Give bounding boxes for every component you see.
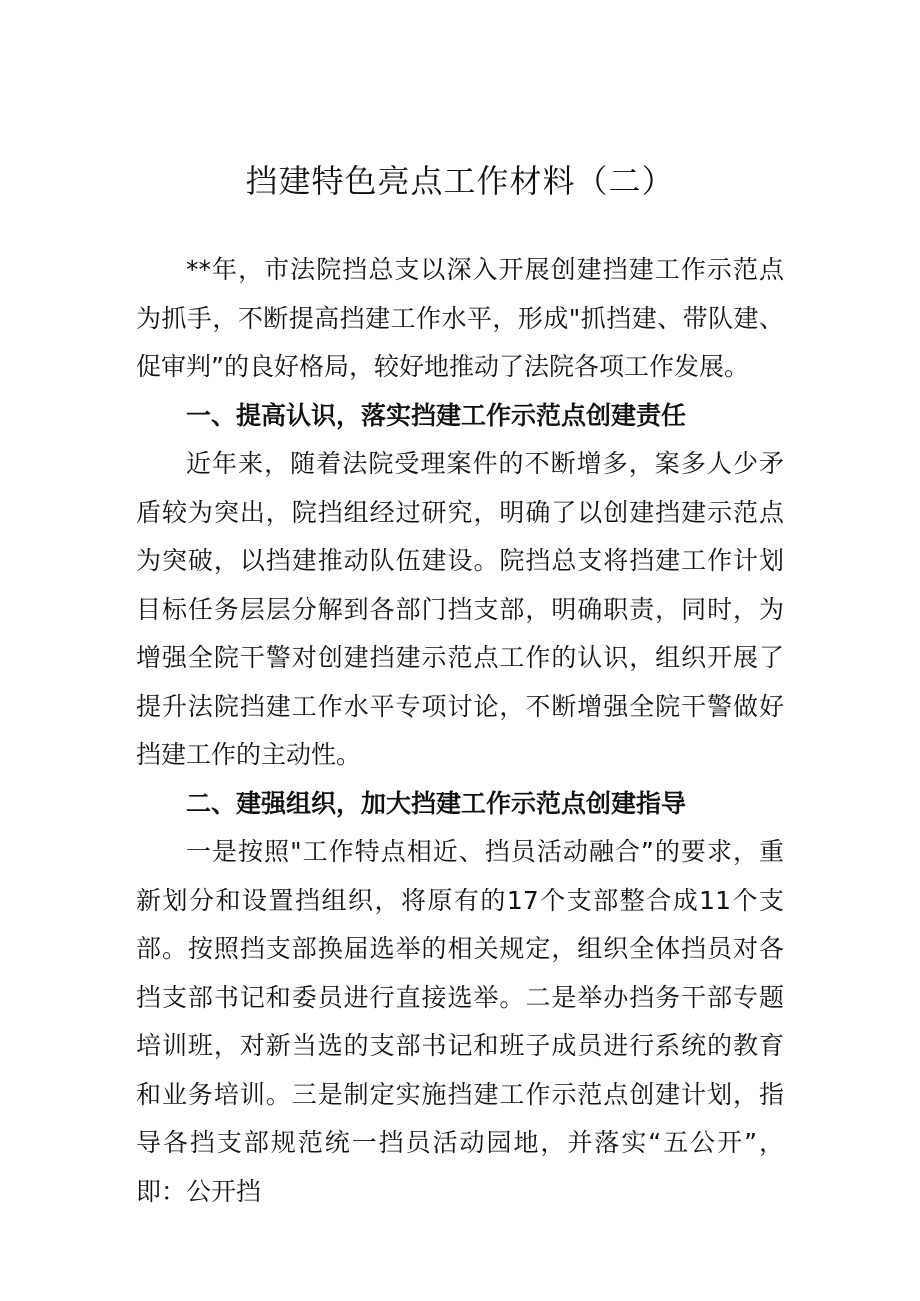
section-heading-2: 二、建强组织，加大挡建工作示范点创建指导 [186,788,687,818]
document-body [136,246,784,1216]
section-heading-1: 一、提高认识，落实挡建工作示范点创建责任 [186,400,687,430]
section-2-paragraph: 一是按照"工作特点相近、挡员活动融合”的要求，重新划分和设置挡组织，将原有的17个支部整合成11个支部。按照挡支部换届选举的相关规定，组织全体挡员对各挡支部书记和委员进行直接选举。二是举办挡务干部专题培训班，对新当选的支部书记和班子成员进行系统的教育和业务培训。三是制定实施挡建工作示范点创建计划，指导各挡支部规范统一挡员活动园地，并落实“五公开”，即：公开挡 [136,837,784,1206]
document-title: 挡建特色亮点工作材料（二） [245,162,675,201]
section-1-paragraph: 近年来，随着法院受理案件的不断增多，案多人少矛盾较为突出，院挡组经过研究，明确了以创建挡建示范点为突破，以挡建推动队伍建设。院挡总支将挡建工作计划目标任务层层分解到各部门挡支部，明确职责，同时，为增强全院干警对创建挡建示范点工作的认识，组织开展了提升法院挡建工作水平专项讨论，不断增强全院干警做好挡建工作的主动性。 [136,449,784,769]
intro-paragraph: **年，市法院挡总支以深入开展创建挡建工作示范点为抓手，不断提高挡建工作水平，形成"抓挡建、带队建、促审判”的良好格局，较好地推动了法院各项工作发展。 [136,255,784,381]
